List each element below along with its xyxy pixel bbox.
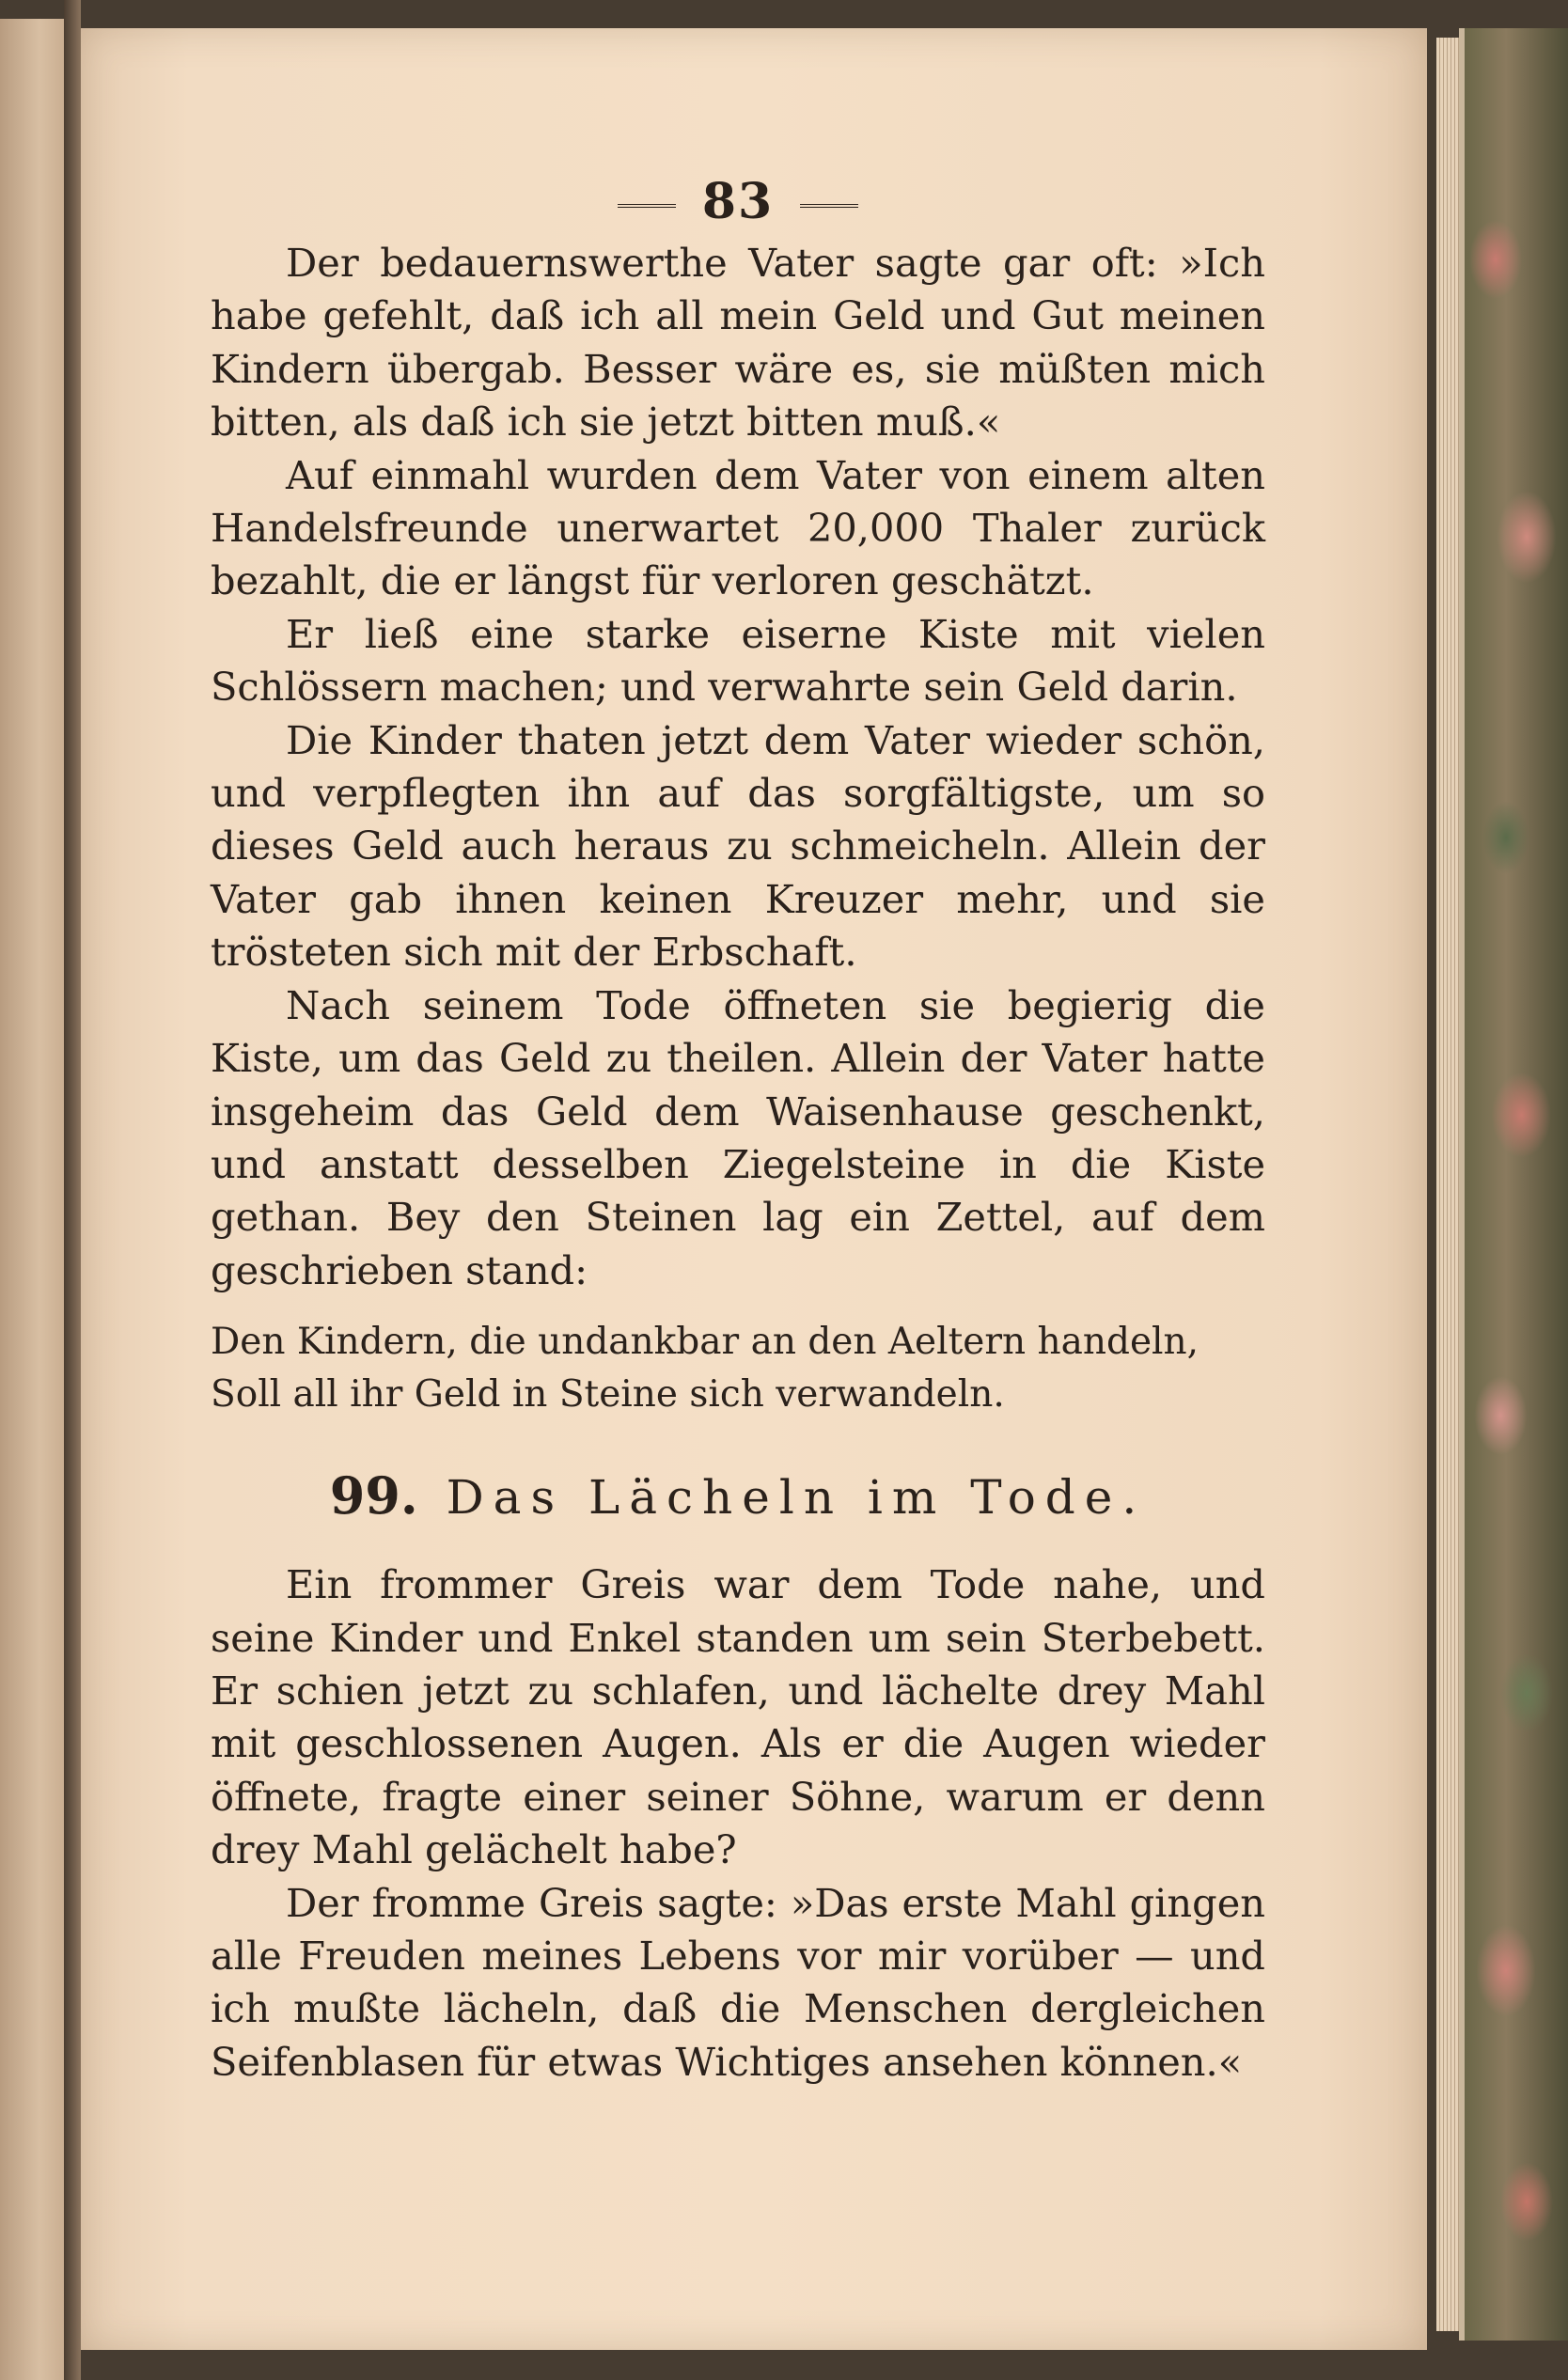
- verse-line: Den Kindern, die undankbar an den Aeltern handeln,: [211, 1321, 1200, 1364]
- section-title: Das Lächeln im Tode.: [446, 1470, 1147, 1526]
- paragraph: Die Kinder thaten jetzt dem Vater wieder schön, und verpflegten ihn auf das sorgfältigste, um so dieses Geld auch heraus zu schmeicheln. Allein der Vater gab ihnen keinen Kreuzer mehr, und sie trösteten sich mit der Erbschaft.: [211, 716, 1265, 976]
- marbled-edge: [1459, 28, 1568, 2341]
- paragraph: Der fromme Greis sagte: »Das erste Mahl gingen alle Freuden meines Lebens vor mir vorüber — und ich mußte lächeln, daß die Menschen dergleichen Seifenblasen für etwas Wichtiges ansehen können.«: [211, 1879, 1265, 2085]
- page-text: [211, 169, 1265, 2089]
- paragraph: Der bedauernswerthe Vater sagte gar oft: »Ich habe gefehlt, daß ich all mein Geld und Gut meinen Kindern übergab. Besser wäre es, sie müßten mich bitten, als daß ich sie jetzt bitten muß.«: [211, 240, 1265, 446]
- facing-page-edge: [0, 19, 69, 2380]
- paragraph: Auf einmahl wurden dem Vater von einem alten Handelsfreunde unerwartet 20,000 Thaler zurück bezahlt, die er längst für verloren geschätzt.: [211, 451, 1265, 604]
- folio-ornament-right: [800, 204, 858, 208]
- paragraph: Ein frommer Greis war dem Tode nahe, und seine Kinder und Enkel standen um sein Sterbebett. Er schien jetzt zu schlafen, und lächelte drey Mahl mit geschlossenen Augen. Als er die Augen wieder öffnete, fragte einer seiner Söhne, warum er denn drey Mahl gelächelt habe?: [211, 1561, 1265, 1873]
- paragraph: Nach seinem Tode öffneten sie begierig die Kiste, um das Geld zu theilen. Allein der Vater hatte insgeheim das Geld dem Waisenhause geschenkt, und anstatt desselben Ziegelsteine in die Kiste gethan. Bey den Steinen lag ein Zettel, auf dem geschrieben stand:: [211, 981, 1265, 1293]
- section-heading: [211, 1463, 1265, 1530]
- book-gutter: [64, 0, 81, 2380]
- paragraph: Er ließ eine starke eiserne Kiste mit vielen Schlössern machen; und verwahrte sein Geld darin.: [211, 610, 1265, 711]
- folio-ornament-left: [618, 204, 676, 208]
- verse-line: Soll all ihr Geld in Steine sich verwandeln.: [211, 1373, 1005, 1417]
- section-number: 99.: [329, 1465, 418, 1527]
- rhyme-verse: [211, 1316, 1265, 1421]
- page-number: 83: [211, 169, 1265, 235]
